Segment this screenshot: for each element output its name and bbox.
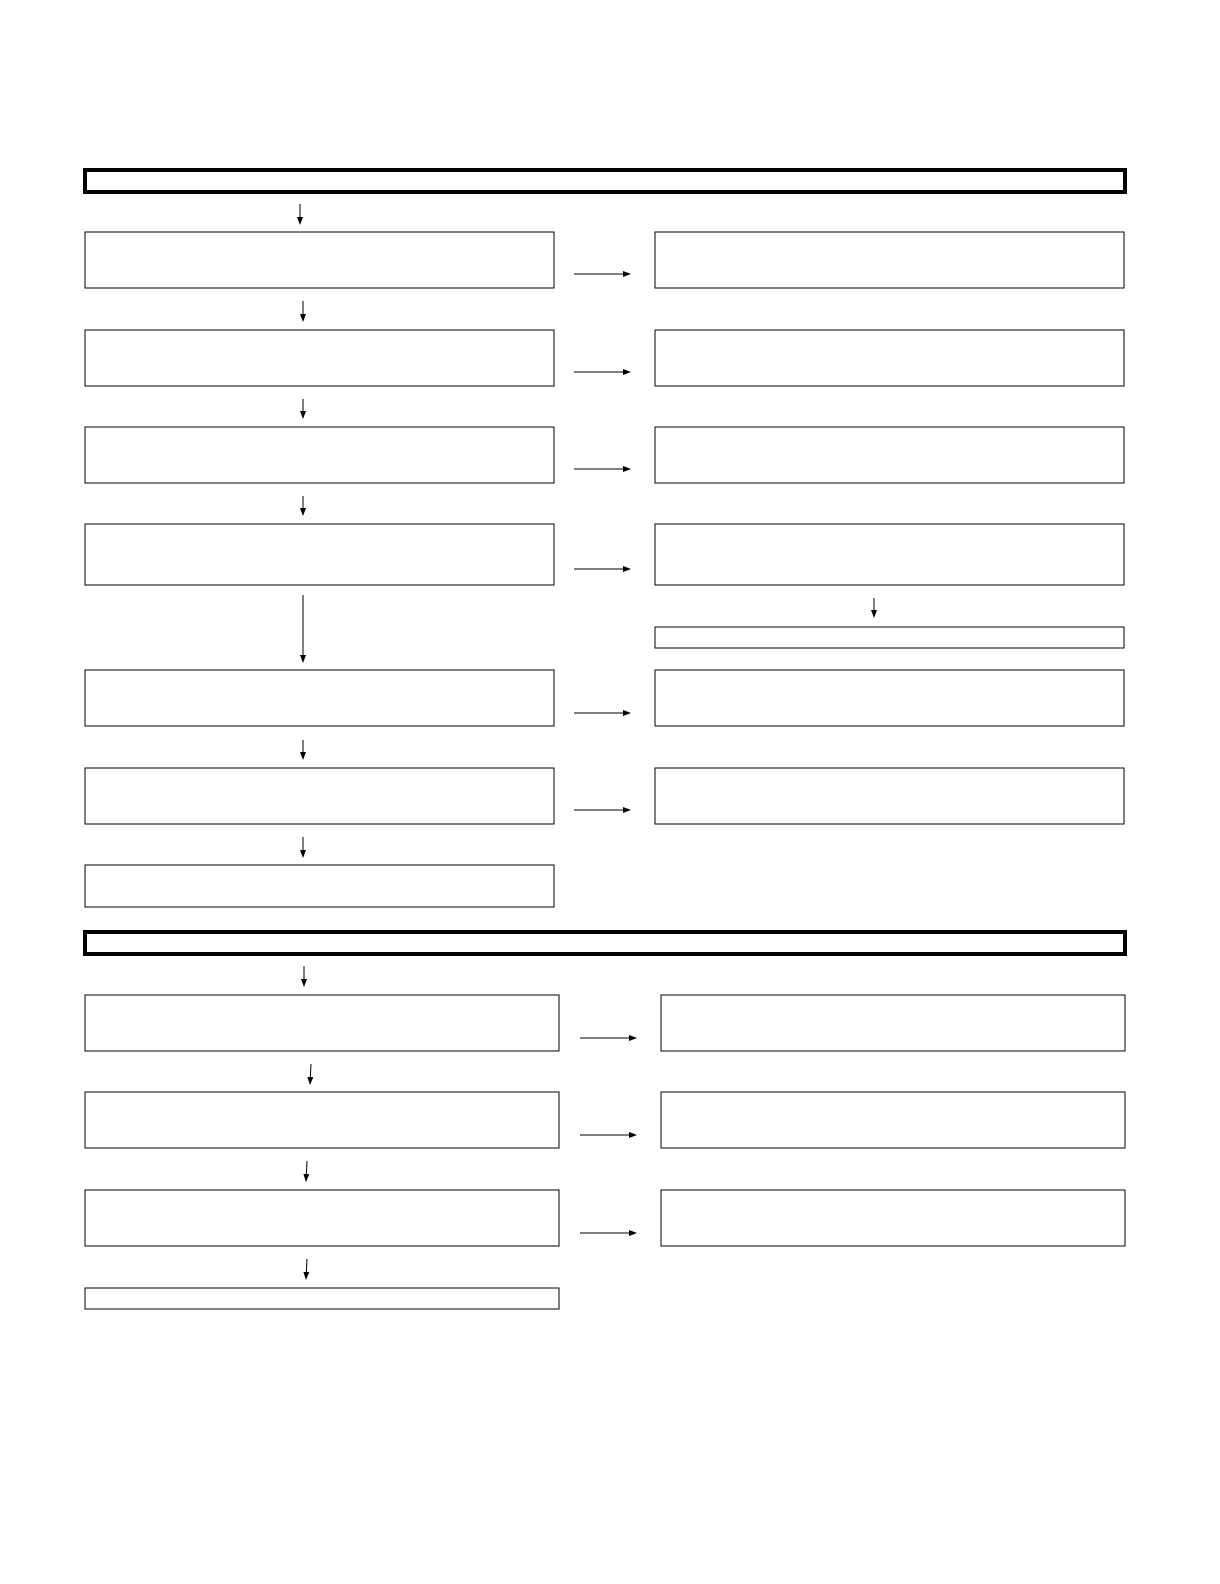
- arrow-down: [310, 1064, 311, 1084]
- step-box: [85, 232, 554, 288]
- section-1: [85, 170, 1125, 907]
- arrow-down: [306, 1259, 307, 1279]
- section-2: [85, 932, 1125, 1309]
- outcome-box: [655, 427, 1124, 483]
- arrow-down: [306, 1161, 307, 1181]
- step-box: [85, 768, 554, 824]
- step-box: [85, 670, 554, 726]
- outcome-box: [661, 995, 1125, 1051]
- end-box: [85, 1288, 559, 1309]
- section-2-header-box: [85, 932, 1125, 954]
- outcome-end-box: [655, 627, 1124, 648]
- outcome-box: [661, 1190, 1125, 1246]
- step-box: [85, 995, 559, 1051]
- outcome-box: [655, 524, 1124, 585]
- outcome-box: [655, 768, 1124, 824]
- section-1-header-box: [85, 170, 1125, 192]
- outcome-box: [655, 232, 1124, 288]
- step-box: [85, 330, 554, 386]
- outcome-box: [655, 330, 1124, 386]
- end-box: [85, 865, 554, 907]
- outcome-box: [655, 670, 1124, 726]
- step-box: [85, 524, 554, 585]
- step-box: [85, 1190, 559, 1246]
- outcome-box: [661, 1092, 1125, 1148]
- step-box: [85, 1092, 559, 1148]
- step-box: [85, 427, 554, 483]
